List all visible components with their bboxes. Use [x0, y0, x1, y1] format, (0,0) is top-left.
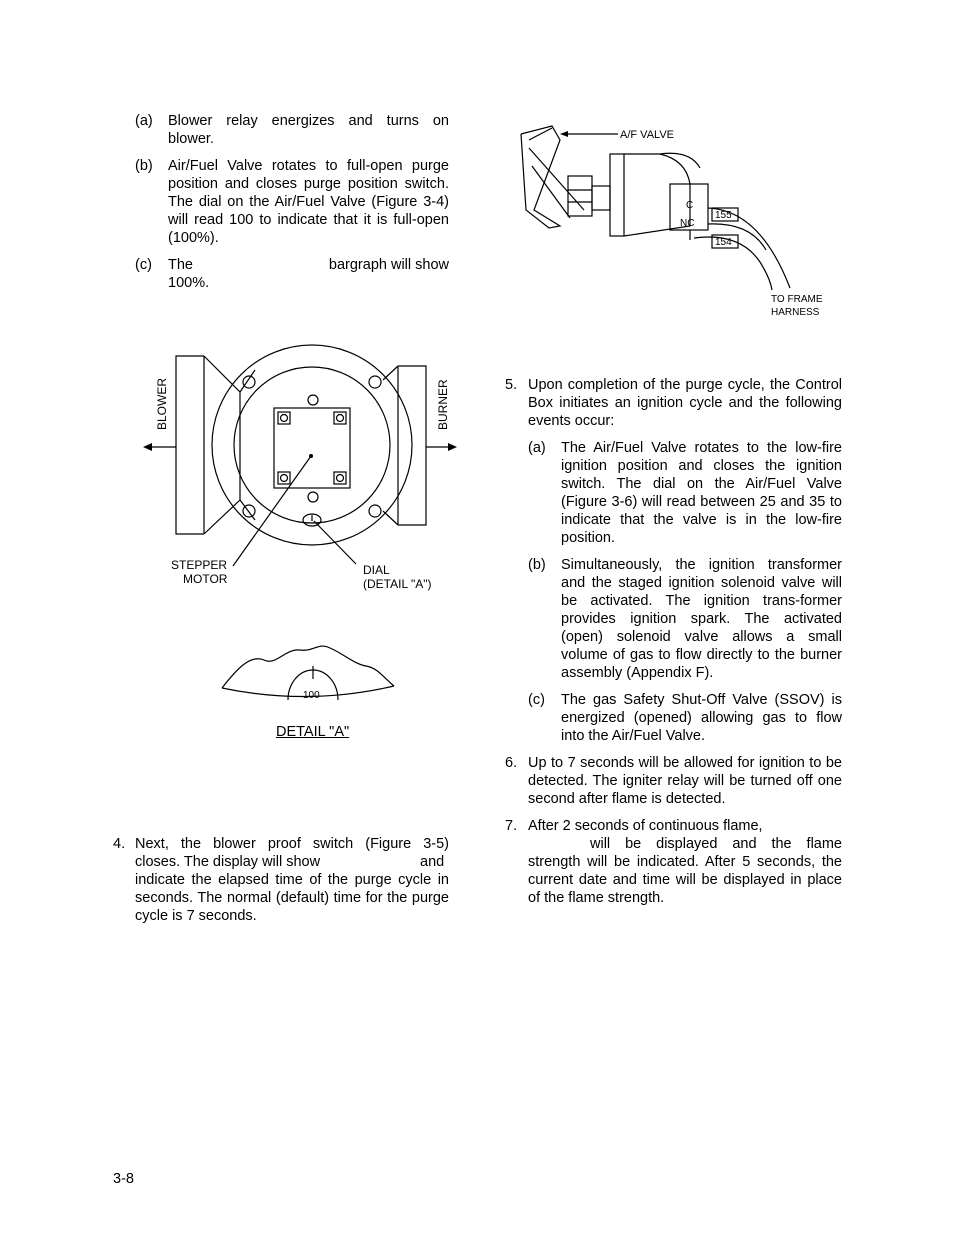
wire-154-label: 154: [715, 237, 732, 248]
switch-nc-label: NC: [680, 218, 695, 229]
harness-label: HARNESS: [771, 307, 820, 318]
item-c-word2: bargraph will show: [328, 257, 449, 273]
step5-c-label: (c): [528, 692, 545, 708]
blower-label: BLOWER: [155, 377, 169, 430]
to-frame-label: TO FRAME: [771, 294, 823, 305]
item-c-word1: The: [168, 257, 193, 273]
step5-c-text: The gas Safety Shut-Off Valve (SSOV) is energized (opened) allowing gas to flow into the Air/Fuel Valve.: [561, 692, 842, 744]
detail-a-caption: DETAIL "A": [276, 724, 350, 740]
step4-line1: Next, the blower proof switch (Figure 3-5): [135, 836, 449, 852]
step5-a-label: (a): [528, 440, 546, 456]
step7-line1: After 2 seconds of continuous flame,: [528, 818, 763, 834]
stepper-label: STEPPER: [171, 558, 228, 572]
item-b-text: Air/Fuel Valve rotates to full-open purge position and closes purge position switch. The dial on the Air/Fuel Valve (Figure 3-4) will read 100 to indicate that it is full-open (100%).: [168, 158, 449, 246]
motor-label: MOTOR: [183, 572, 228, 586]
step5-a-text: The Air/Fuel Valve rotates to the low-fire ignition position and closes the ignition switch. The dial on the Air/Fuel Valve (Figure 3-6) will read between 25 and 35 to indicate that the valve is in the low-fire position.: [561, 440, 842, 546]
dial-label: DIAL: [363, 563, 390, 577]
wire-155-label: 155: [715, 210, 732, 221]
step5-b-label: (b): [528, 557, 546, 573]
step5-b-text: Simultaneously, the ignition transformer and the staged ignition solenoid valve will be activated. The ignition trans-former provides ignition spark. The activated (open) solenoid valve allows a small volume of gas to flow directly to the burner assembly (Appendix F).: [561, 557, 842, 681]
item-a-label: (a): [135, 113, 153, 129]
step4-line2b: and: [420, 854, 445, 870]
step7-num: 7.: [505, 818, 518, 834]
step4-num: 4.: [113, 836, 126, 852]
step7-rest: strength will be indicated. After 5 seconds, the current date and time will be displayed in place of the flame strength.: [528, 854, 842, 906]
item-c-label: (c): [135, 257, 152, 273]
switch-c-label: C: [686, 200, 694, 211]
step4-rest: indicate the elapsed time of the purge cycle in seconds. The normal (default) time for the purge cycle is 7 seconds.: [135, 872, 449, 924]
detail-ref-label: (DETAIL "A"): [363, 577, 432, 591]
dial-value: 100: [303, 690, 320, 701]
step4-line2a: closes. The display will show: [135, 854, 321, 870]
step6-num: 6.: [505, 755, 518, 771]
step5-num: 5.: [505, 377, 518, 393]
item-a-text: Blower relay energizes and turns on blower.: [168, 113, 449, 147]
step5-text: Upon completion of the purge cycle, the Control Box initiates an ignition cycle and the following events occur:: [528, 377, 842, 429]
step6-text: Up to 7 seconds will be allowed for ignition to be detected. The igniter relay will be turned off one second after flame is detected.: [528, 755, 842, 807]
item-c-tail: 100%.: [168, 275, 210, 291]
step7-line2: will be displayed and the flame: [590, 836, 842, 852]
page-number: 3-8: [113, 1171, 134, 1187]
item-b-label: (b): [135, 158, 153, 174]
af-valve-label: A/F VALVE: [620, 129, 675, 141]
burner-label: BURNER: [436, 379, 450, 430]
